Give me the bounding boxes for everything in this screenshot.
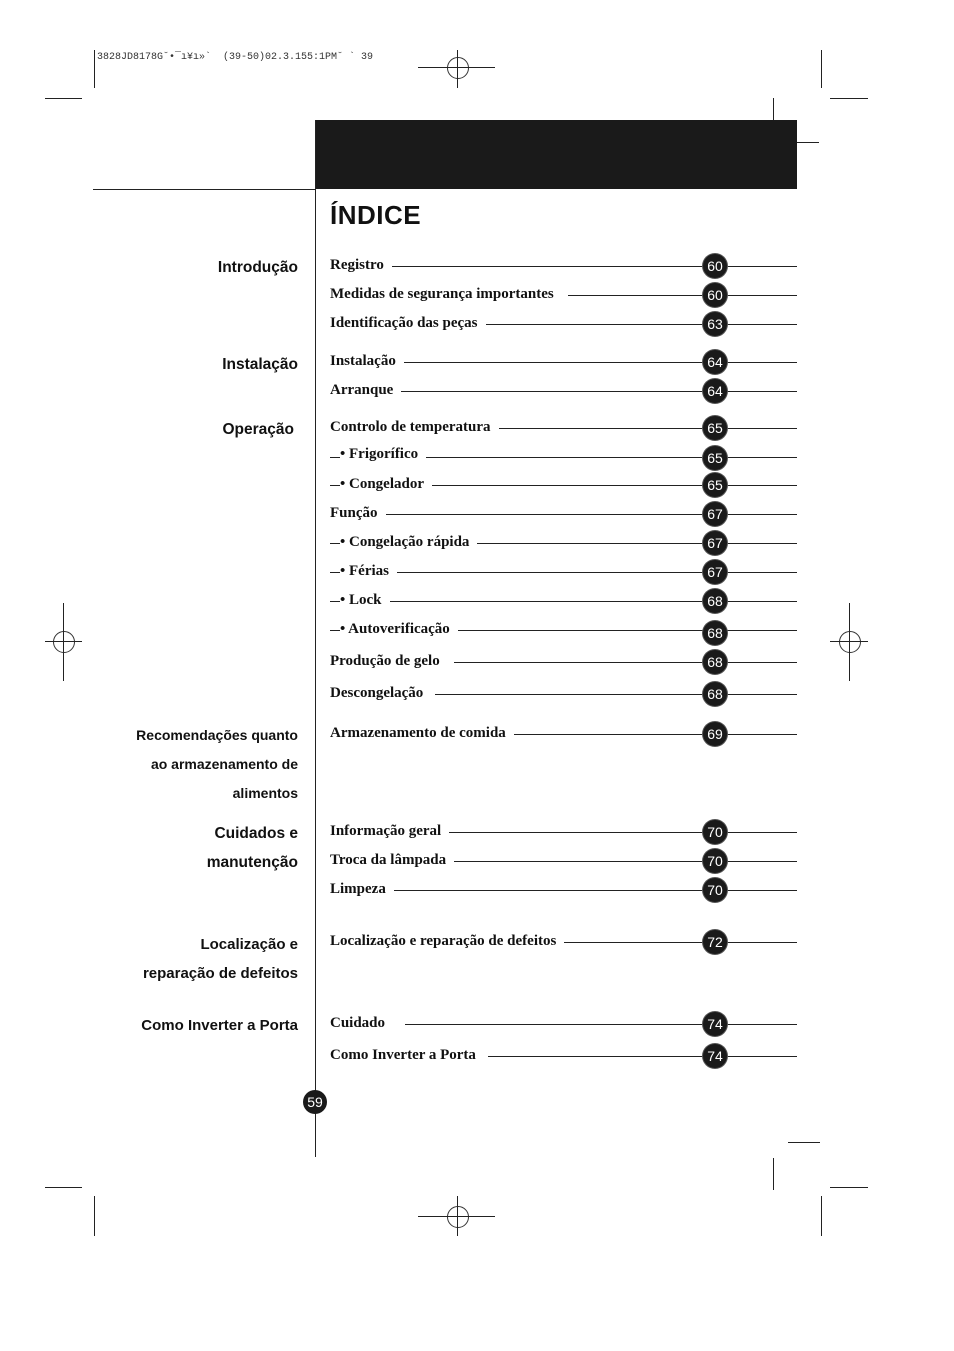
crop-mark	[63, 603, 64, 681]
toc-entry-label: Descongelação	[330, 685, 435, 702]
registration-mark-icon	[839, 631, 861, 653]
crop-mark	[821, 1196, 822, 1236]
section-cuidados	[207, 819, 298, 877]
crop-mark	[849, 603, 850, 681]
page-badge: 74	[703, 1012, 727, 1036]
toc-entry-label: Informação geral	[330, 823, 449, 840]
crop-mark	[788, 1142, 820, 1143]
section-label: manutenção	[206, 854, 298, 871]
page-badge: 69	[703, 722, 727, 746]
section-label: Instalação	[222, 356, 298, 373]
page-badge: 67	[703, 560, 727, 584]
crop-mark	[773, 1158, 774, 1190]
toc-entry-label: Armazenamento de comida	[330, 725, 514, 742]
page-badge: 64	[703, 350, 727, 374]
toc-entry[interactable]	[330, 315, 797, 335]
divider	[93, 189, 315, 190]
toc-entry[interactable]	[330, 1047, 797, 1067]
section-label: Recomendações quanto	[136, 727, 298, 743]
toc-entry-label: Controlo de temperatura	[330, 419, 499, 436]
toc-entry[interactable]	[330, 353, 797, 373]
crop-mark	[773, 98, 774, 122]
toc-entry[interactable]	[330, 592, 797, 612]
crop-mark	[830, 98, 868, 99]
toc-entry-label: Identificação das peças	[330, 315, 486, 332]
page-badge: 68	[703, 621, 727, 645]
crop-mark	[830, 1187, 868, 1188]
page-badge: 70	[703, 878, 727, 902]
toc-entry[interactable]	[330, 653, 797, 673]
toc-entry-label: Registro	[330, 257, 392, 274]
toc-entry[interactable]	[330, 382, 797, 402]
header-bar	[316, 120, 797, 189]
toc-entry-label: Medidas de segurança importantes	[330, 286, 568, 303]
page-badge: 68	[703, 589, 727, 613]
divider	[315, 120, 316, 1157]
toc-entry-label: Produção de gelo	[330, 653, 454, 670]
toc-entry-label: • Lock	[340, 592, 390, 609]
toc-entry[interactable]	[330, 933, 797, 953]
registration-mark-icon	[447, 1206, 469, 1228]
toc-entry[interactable]	[330, 823, 797, 843]
toc-entry[interactable]	[330, 881, 797, 901]
page-badge: 60	[703, 283, 727, 307]
page-badge: 70	[703, 849, 727, 873]
page-number-badge: 59	[303, 1090, 327, 1114]
section-label: ao armazenamento de	[150, 756, 298, 772]
toc-entry[interactable]	[330, 257, 797, 277]
toc-entry-label: Limpeza	[330, 881, 394, 898]
toc-entry-label: • Autoverificação	[340, 621, 458, 638]
print-header: 3828JD8178G˘•¯ı¥ı»` (39-50)02.3.155:1PM˘ ` 39	[97, 52, 374, 63]
toc-entry-label: • Frigorífico	[340, 446, 426, 463]
crop-mark	[94, 50, 95, 88]
toc-entry-label: • Férias	[340, 563, 397, 580]
page-badge: 70	[703, 820, 727, 844]
section-label: Cuidados e	[214, 825, 298, 842]
page-title: ÍNDICE	[330, 200, 422, 230]
toc-entry-label: Função	[330, 505, 386, 522]
toc-entry[interactable]	[330, 446, 797, 466]
toc-entry[interactable]	[330, 1015, 797, 1035]
page-badge: 67	[703, 531, 727, 555]
page-badge: 63	[703, 312, 727, 336]
page-badge: 60	[703, 254, 727, 278]
section-localizacao	[143, 930, 298, 988]
page-badge: 67	[703, 502, 727, 526]
crop-mark	[457, 1196, 458, 1236]
crop-mark	[797, 142, 819, 143]
toc-entry-label: Como Inverter a Porta	[330, 1047, 488, 1064]
page-badge: 65	[703, 446, 727, 470]
section-introducao	[218, 253, 298, 282]
section-label: alimentos	[232, 785, 298, 801]
toc-entry-label: • Congelação rápida	[340, 534, 477, 551]
section-recomendacoes	[136, 721, 298, 808]
page-badge: 64	[703, 379, 727, 403]
toc-entry[interactable]	[330, 419, 797, 439]
crop-mark	[45, 1187, 82, 1188]
toc-entry[interactable]	[330, 563, 797, 583]
registration-mark-icon	[53, 631, 75, 653]
toc-entry-label: Localização e reparação de defeitos	[330, 933, 564, 950]
toc-entry[interactable]	[330, 725, 797, 745]
page-badge: 65	[703, 416, 727, 440]
section-inverter-porta	[141, 1011, 298, 1040]
crop-mark	[457, 50, 458, 88]
toc-entry-label: Instalação	[330, 353, 404, 370]
section-label: reparação de defeitos	[142, 965, 298, 982]
section-label: Como Inverter a Porta	[141, 1017, 298, 1034]
toc-entry-label: Cuidado	[330, 1015, 405, 1032]
toc-entry-label: Troca da lâmpada	[330, 852, 454, 869]
toc-entry[interactable]	[330, 476, 797, 496]
section-instalacao	[222, 350, 298, 379]
toc-entry[interactable]	[330, 286, 797, 306]
toc-entry[interactable]	[330, 852, 797, 872]
registration-mark-icon	[447, 57, 469, 79]
crop-mark	[94, 1196, 95, 1236]
page-badge: 68	[703, 650, 727, 674]
toc-entry[interactable]	[330, 685, 797, 705]
crop-mark	[821, 50, 822, 88]
crop-mark	[45, 98, 82, 99]
page-badge: 74	[703, 1044, 727, 1068]
page-badge: 72	[703, 930, 727, 954]
section-label: Operação	[222, 421, 294, 438]
toc-entry[interactable]	[330, 621, 797, 641]
toc-entry[interactable]	[330, 505, 797, 525]
toc-entry[interactable]	[330, 534, 797, 554]
section-operacao	[222, 415, 294, 444]
section-label: Introdução	[217, 259, 298, 276]
page-badge: 68	[703, 682, 727, 706]
toc-entry-label: Arranque	[330, 382, 401, 399]
section-label: Localização e	[200, 936, 298, 953]
toc-entry-label: • Congelador	[340, 476, 432, 493]
page-badge: 65	[703, 473, 727, 497]
